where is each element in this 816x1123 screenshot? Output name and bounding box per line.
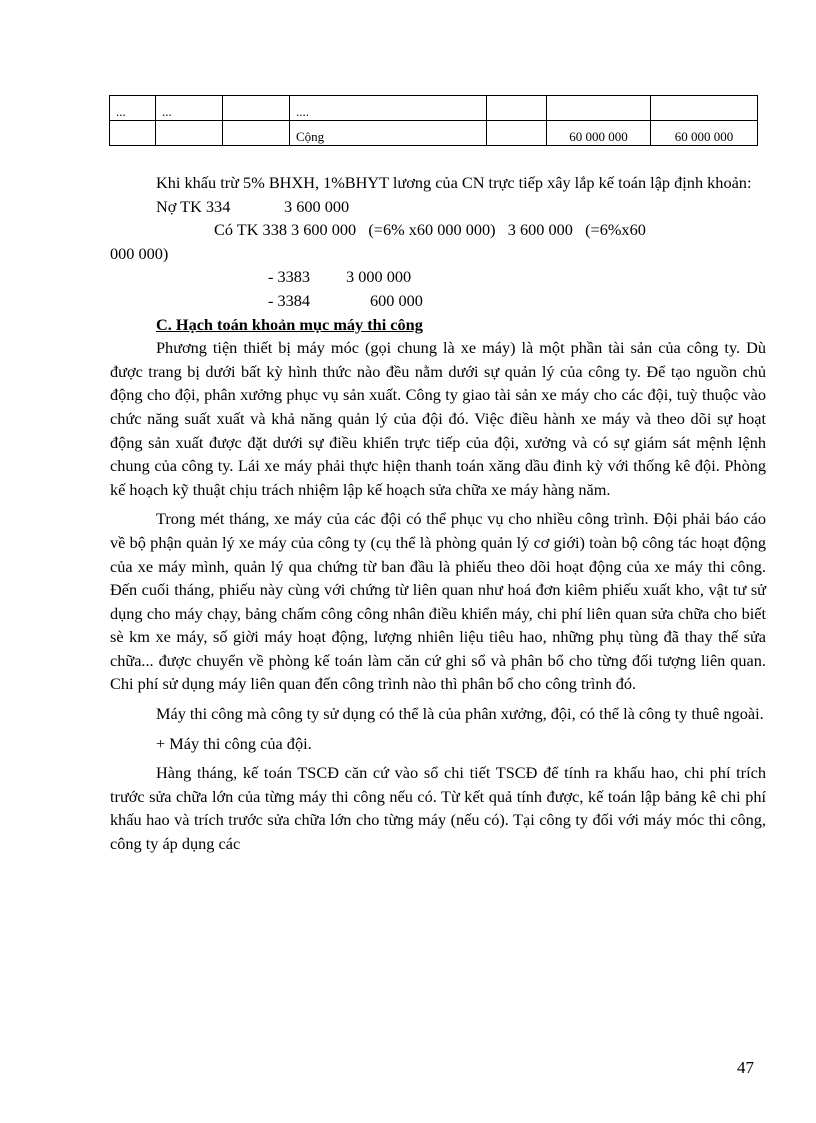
table-cell: ... xyxy=(156,96,223,121)
table-row xyxy=(110,121,758,146)
debit-account: Nợ TK 334 xyxy=(156,196,231,216)
table-total-label: Cộng xyxy=(290,121,487,146)
table-total-credit: 60 000 000 xyxy=(651,121,758,146)
entry-sub-3384 xyxy=(110,289,766,313)
paragraph-team-machine: + Máy thi công của đội. xyxy=(156,733,312,753)
entry-credit-continuation: 000 000) xyxy=(110,243,169,263)
table-row xyxy=(110,96,758,121)
entry-debit xyxy=(110,195,766,219)
table-cell xyxy=(156,121,223,146)
page-number: 47 xyxy=(737,1058,754,1077)
paragraph-monthly: Trong mét tháng, xe máy của các đội có thể phục vụ cho nhiều công trình. Đội phải báo cáo về bộ phận quản lý xe máy của công ty (cụ thể là phòng quản lý cơ giới) toàn bộ công tác hoạt động của xe máy mình, quản lý qua chứng từ ban đầu là phiếu theo dõi hoạt động của xe máy thi công. Đến cuối tháng, phiếu này cùng với chứng từ liên quan như hoá đơn kiêm phiếu xuất kho, vật tư sử dụng cho máy chạy, bảng chấm công công nhân điều khiển máy, chi phí liên quan sửa chữa cho biết sè km xe máy, số giời máy hoạt động, lượng nhiên liệu tiêu hao, những phụ tùng đã thay thế sửa chữa... được chuyển về phòng kế toán làm căn cứ ghi sổ và phân bổ cho từng đối tượng liên quan. Chi phí sử dụng máy liên quan đến công trình nào thì phân bổ cho công trình đó. xyxy=(110,509,766,694)
table-cell xyxy=(487,96,547,121)
section-heading: C. Hạch toán khoản mục máy thi công xyxy=(156,314,423,334)
paragraph-deduction: Khi khấu trừ 5% BHXH, 1%BHYT lương của CN trực tiếp xây lắp kế toán lập định khoản: xyxy=(156,173,752,192)
sub-account: - 3383 xyxy=(268,267,311,287)
sub-amount: 3 000 000 xyxy=(346,267,412,287)
table-cell xyxy=(110,121,156,146)
paragraph-machine-source: Máy thi công mà công ty sử dụng có thể là của phân xưởng, đội, có thể là công ty thuê ngoài. xyxy=(156,704,764,724)
entry-credit: Có TK 338 3 600 000 (=6% x60 000 000) 3 600 000 (=6%x60 xyxy=(214,220,646,240)
debit-amount: 3 600 000 xyxy=(284,196,350,216)
summary-table xyxy=(109,95,758,146)
table-total-debit: 60 000 000 xyxy=(547,121,651,146)
table-cell xyxy=(487,121,547,146)
paragraph-depreciation: Hàng tháng, kế toán TSCĐ căn cứ vào sổ chi tiết TSCĐ để tính ra khấu hao, chi phí trích trước sửa chữa lớn của từng máy thi công nếu có. Từ kết quả tính được, kế toán lập bảng kê chi phí khấu hao và trích trước sửa chữa lớn cho từng máy (nếu có). Tại công ty đối với máy móc thi công, công ty áp dụng các xyxy=(110,763,766,854)
table-cell xyxy=(651,96,758,121)
entry-sub-3383 xyxy=(110,265,766,289)
paragraph-equipment: Phương tiện thiết bị máy móc (gọi chung là xe máy) là một phần tài sản của công ty. Dù được trang bị dưới bất kỳ hình thức nào đều nằm dưới sự quản lý của công ty. Để tạo nguồn chủ động cho đội, phân xưởng phục vụ sản xuất. Công ty giao tài sản xe máy cho các đội, tuỳ thuộc vào chức năng suất xuất và khả năng quản lý của đội đó. Việc điều hành xe máy và theo dõi sự hoạt động sản xuất được đặt dưới sự điều khiển trực tiếp của đội, xưởng và có sự giám sát mệnh lệnh chung của công ty. Lái xe máy phải thực hiện thanh toán xăng dầu đinh kỳ với thống kê đội. Phòng kế hoạch kỹ thuật chịu trách nhiệm lập kế hoạch sửa chữa xe máy hàng năm. xyxy=(110,338,766,499)
table-cell xyxy=(223,96,290,121)
table-cell xyxy=(547,96,651,121)
table-cell: ... xyxy=(110,96,156,121)
table-cell: .... xyxy=(290,96,487,121)
sub-amount: 600 000 xyxy=(370,290,423,310)
sub-account: - 3384 xyxy=(268,290,311,310)
document-body xyxy=(110,171,766,856)
table-cell xyxy=(223,121,290,146)
